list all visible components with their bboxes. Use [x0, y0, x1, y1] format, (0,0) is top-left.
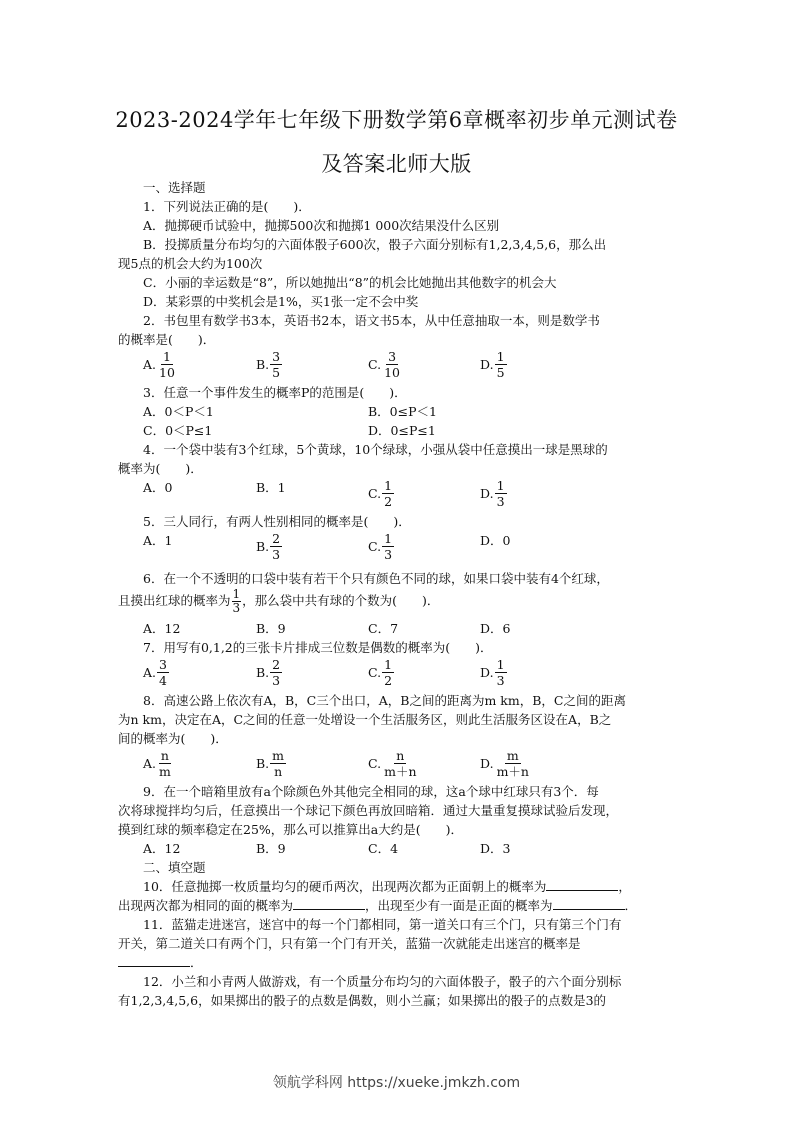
answer-blank[interactable] [553, 897, 625, 910]
numerator: 1 [496, 349, 505, 364]
option-label: A. [143, 665, 157, 680]
fraction [270, 657, 282, 688]
q9-option-d: D．3 [480, 841, 511, 856]
option-label: D. [480, 665, 494, 680]
q6-stem-text-a: 且摸出红球的概率为 [118, 593, 231, 608]
fraction [495, 478, 507, 509]
q8-option-a [143, 748, 173, 779]
q2-option-c [368, 349, 402, 380]
q3-options-row2 [118, 421, 674, 440]
q8-option-c [368, 748, 419, 779]
denominator: m [159, 764, 171, 779]
q5-option-b [256, 531, 282, 562]
q3-option-c: C．0＜P≤1 [143, 423, 213, 438]
q1-option-d: D．某彩票的中奖机会是1%，买1张一定不会中奖 [143, 294, 419, 309]
q9-options [118, 839, 674, 858]
q6-option-a: A．12 [143, 621, 181, 636]
q10-text: ，出现至少有一面是正面的概率为 [365, 898, 553, 913]
fraction [157, 657, 169, 688]
q6-stem-line2 [118, 588, 674, 615]
q9-stem-line1: 9．在一个暗箱里放有a个除颜色外其他完全相同的球，这a个球中红球只有3个．每 [143, 784, 599, 799]
q7-option-a [143, 657, 169, 688]
fraction [157, 748, 173, 779]
q2-option-a [143, 349, 177, 380]
fraction [495, 657, 507, 688]
numerator: 1 [384, 657, 393, 672]
denominator: 4 [159, 673, 167, 688]
q1-option-c: C．小丽的幸运数是“8”，所以她抛出“8”的机会比她抛出其他数字的机会大 [143, 275, 557, 290]
denominator: 3 [272, 673, 281, 688]
numerator: 2 [272, 657, 281, 672]
option-label: C. [368, 756, 382, 771]
fraction [495, 349, 507, 380]
option-label: B. [256, 357, 270, 372]
q4-option-b: B．1 [256, 480, 286, 495]
q6-option-c: C．7 [368, 621, 399, 636]
denominator: 3 [232, 601, 241, 615]
fraction [495, 748, 531, 779]
numerator: 3 [388, 349, 397, 364]
q5-option-a: A．1 [143, 533, 173, 548]
numerator: 1 [162, 349, 171, 364]
q2-options [118, 349, 674, 383]
option-label: A. [143, 357, 157, 372]
q9-option-a: A．12 [143, 841, 181, 856]
option-label: C. [368, 665, 382, 680]
q2-option-d [480, 349, 507, 380]
q5-options [118, 531, 674, 565]
q6-options [118, 619, 674, 638]
denominator: 5 [272, 365, 281, 380]
punctuation: ， [618, 879, 631, 894]
option-label: B. [256, 665, 270, 680]
q6-option-b: B．9 [256, 621, 286, 636]
denominator: 2 [384, 494, 393, 509]
footer-watermark: 领航学科网 https://xueke.jmkzh.com [272, 1075, 521, 1091]
q6-stem-text-b: ，那么袋中共有球的个数为( )． [242, 593, 440, 608]
q1-stem: 1．下列说法正确的是( )． [143, 199, 311, 214]
q9-option-b: B．9 [256, 841, 286, 856]
q8-stem-line1: 8．高速公路上依次有A，B，C三个出口，A，B之间的距离为m km，B，C之间的距离 [143, 693, 626, 708]
option-label: A. [143, 756, 157, 771]
q4-stem-line1: 4．一个袋中装有3个红球，5个黄球，10个绿球，小强从袋中任意摸出一球是黑球的 [143, 442, 608, 457]
document-title-line1: 2023-2024学年七年级下册数学第6章概率初步单元测试卷 [115, 108, 678, 132]
q3-stem: 3．任意一个事件发生的概率P的范围是( )． [143, 385, 407, 400]
q7-option-d [480, 657, 507, 688]
q7-stem: 7．用写有0,1,2的三张卡片排成三位数是偶数的概率为( )． [143, 640, 493, 655]
q1-option-b-line2: 现5点的机会大约为100次 [118, 256, 263, 271]
q12-line2: 有1,2,3,4,5,6，如果掷出的骰子的点数是偶数，则小兰赢；如果掷出的骰子的点数是3的 [118, 993, 607, 1008]
denominator: 3 [272, 547, 281, 562]
q3-options-row1 [118, 402, 674, 421]
q4-option-a: A．0 [143, 480, 173, 495]
q7-options [118, 657, 674, 691]
q1-option-a: A．抛掷硬币试验中，抛掷500次和抛掷1 000次结果没什么区别 [143, 218, 500, 233]
q3-option-b: B．0≤P＜1 [368, 404, 437, 419]
numerator: n [160, 748, 169, 763]
option-label: B. [256, 539, 270, 554]
option-label: B. [256, 756, 270, 771]
q8-options [118, 748, 674, 782]
q5-option-d: D．0 [480, 533, 511, 548]
fraction [382, 478, 394, 509]
denominator: 10 [159, 365, 175, 380]
question-content [118, 178, 674, 1010]
q10-text: 出现两次都为相同的面的概率为 [118, 898, 294, 913]
q8-option-b [256, 748, 286, 779]
numerator: 1 [232, 587, 241, 601]
option-label: C. [368, 357, 382, 372]
numerator: 3 [272, 349, 281, 364]
fraction [382, 349, 402, 380]
denominator: 3 [496, 494, 505, 509]
denominator: 3 [384, 547, 393, 562]
option-label: D. [480, 756, 494, 771]
q8-option-d [480, 748, 531, 779]
fraction [382, 531, 394, 562]
q9-stem-line3: 摸到红球的频率稳定在25%，那么可以推算出a大约是( )． [118, 822, 463, 837]
q7-option-b [256, 657, 282, 688]
answer-blank[interactable] [118, 954, 190, 967]
q5-option-c [368, 531, 394, 562]
denominator: 10 [384, 365, 400, 380]
fraction [382, 657, 394, 688]
q10-text: 10．任意抛掷一枚质量均匀的硬币两次，出现两次都为正面朝上的概率为 [143, 879, 547, 894]
q2-stem-line2: 的概率是( )． [118, 332, 216, 347]
q1-option-b-line1: B．投掷质量分布均匀的六面体骰子600次，骰子六面分别标有1,2,3,4,5,6，那么出 [143, 237, 607, 252]
q4-option-c [368, 478, 394, 509]
q3-option-a: A．0＜P＜1 [143, 404, 214, 419]
fraction [270, 531, 282, 562]
fraction [270, 349, 282, 380]
numerator: 1 [496, 657, 505, 672]
q2-option-b [256, 349, 282, 380]
punctuation: ． [624, 898, 638, 913]
fraction [157, 349, 177, 380]
q4-stem-line2: 概率为( )． [118, 461, 203, 476]
denominator: 2 [384, 673, 393, 688]
denominator: 3 [496, 673, 505, 688]
denominator: m＋n [496, 764, 529, 779]
option-label: C. [368, 539, 382, 554]
punctuation: ． [190, 955, 203, 970]
q12-line1: 12．小兰和小青两人做游戏，有一个质量分布均匀的六面体骰子，骰子的六个面分别标 [143, 974, 622, 989]
q11-line2: 开关，第二道关口有两个门，只有第一个门有开关，蓝猫一次就能走出迷宫的概率是 [118, 936, 581, 951]
numerator: m [272, 748, 285, 763]
fraction [270, 748, 286, 779]
denominator: n [274, 764, 283, 779]
numerator: 3 [159, 657, 167, 672]
answer-blank[interactable] [546, 878, 618, 891]
section-heading-fill: 二、填空题 [143, 860, 206, 875]
q9-stem-line2: 次将球搅拌均匀后，任意摸出一个球记下颜色再放回暗箱．通过大量重复摸球试验后发现， [118, 803, 619, 818]
q2-stem-line1: 2．书包里有数学书3本，英语书2本，语文书5本，从中任意抽取一本，则是数学书 [143, 313, 600, 328]
answer-blank[interactable] [293, 897, 365, 910]
numerator: 2 [272, 531, 281, 546]
q8-stem-line3: 间的概率为( )． [118, 731, 228, 746]
denominator: 5 [496, 365, 505, 380]
fraction [232, 588, 242, 615]
numerator: 1 [384, 531, 393, 546]
option-label: D. [480, 357, 494, 372]
q5-stem: 5．三人同行，有两人性别相同的概率是( )． [143, 514, 411, 529]
q9-option-c: C．4 [368, 841, 399, 856]
document-title-line2: 及答案北师大版 [321, 152, 472, 176]
option-label: C. [368, 486, 382, 501]
q7-option-c [368, 657, 394, 688]
q11-line1: 11．蓝猫走进迷宫，迷宫中的每一个门都相同，第一道关口有三个门，只有第三个门有 [143, 917, 622, 932]
denominator: m＋n [384, 764, 417, 779]
q8-stem-line2: 为n km，决定在A，C之间的任意一处增设一个生活服务区，则此生活服务区设在A，B之 [118, 712, 612, 727]
q10-line2 [118, 896, 674, 915]
numerator: 1 [384, 478, 393, 493]
numerator: m [506, 748, 519, 763]
q10-line1 [118, 877, 674, 896]
q4-option-d [480, 478, 507, 509]
fraction [382, 748, 418, 779]
section-heading-choice: 一、选择题 [143, 180, 206, 195]
numerator: 1 [496, 478, 505, 493]
q4-options [118, 478, 674, 512]
numerator: n [396, 748, 405, 763]
q3-option-d: D．0≤P≤1 [368, 423, 436, 438]
q6-option-d: D．6 [480, 621, 511, 636]
option-label: D. [480, 486, 494, 501]
q11-line3 [118, 953, 674, 972]
q6-stem-line1: 6．在一个不透明的口袋中装有若干个只有颜色不同的球，如果口袋中装有4个红球， [143, 571, 609, 586]
